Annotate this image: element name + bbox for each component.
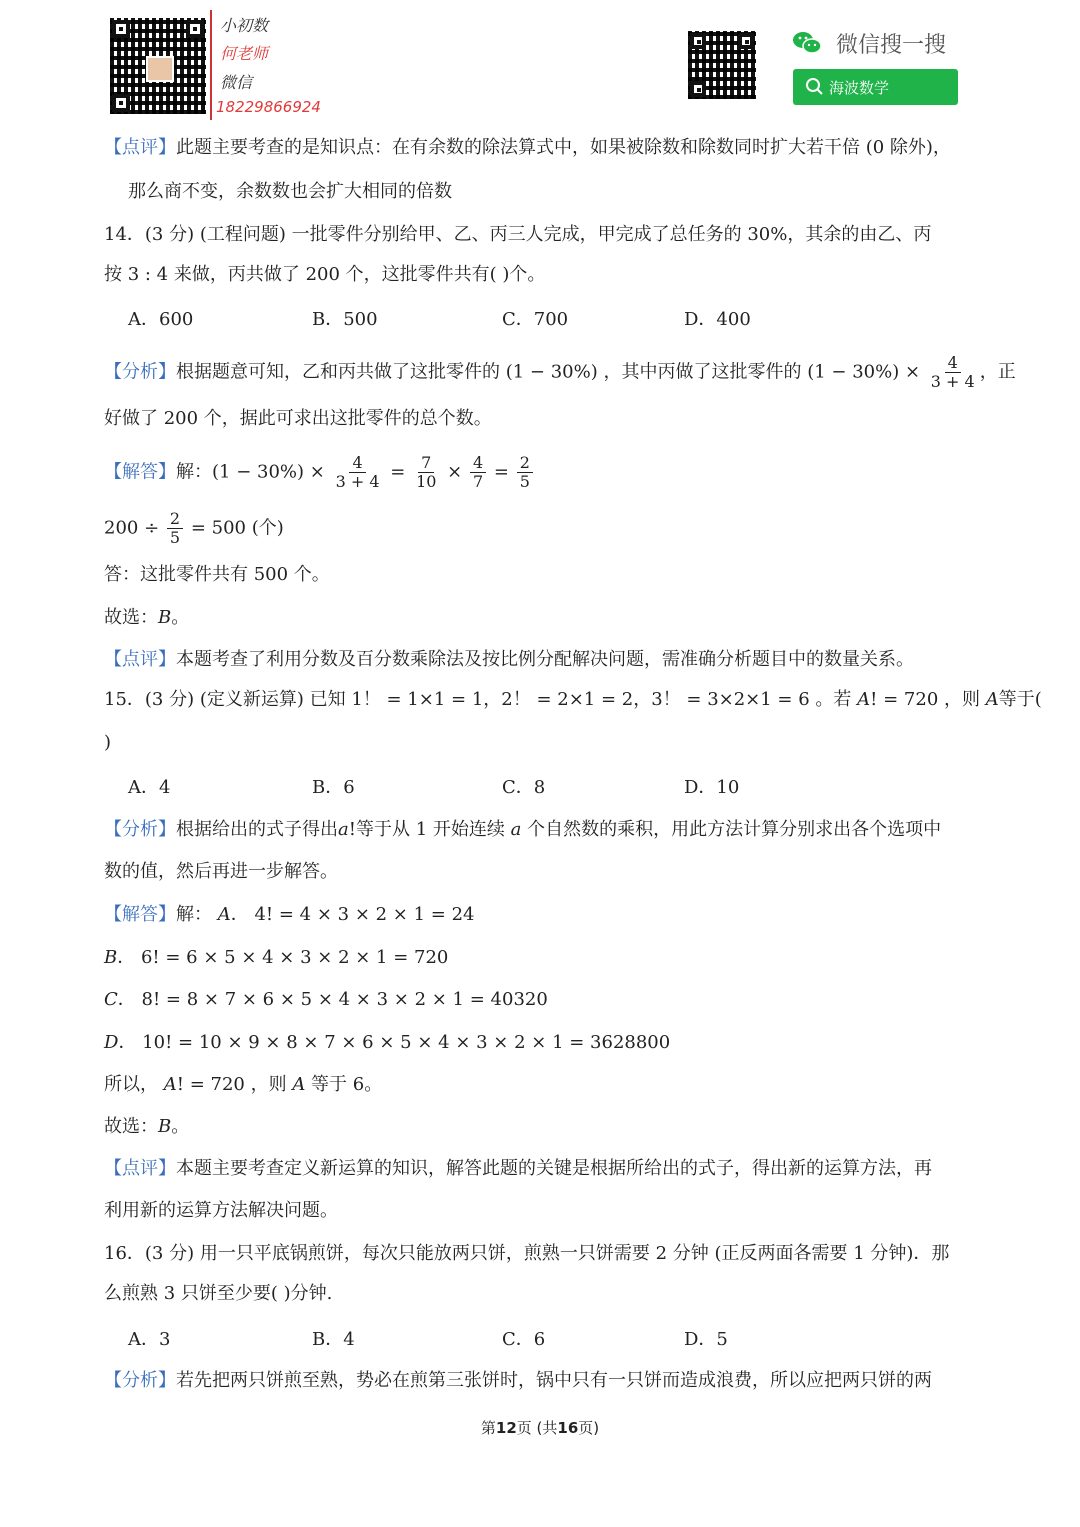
search-button-label: 海波数学 <box>829 79 890 97</box>
q15-calc-c: C． 8! = 8 × 7 × 6 × 5 × 4 × 3 × 2 × 1 = 40320 <box>104 989 548 1010</box>
search-icon <box>805 77 823 101</box>
q15-analysis: 【分析】根据给出的式子得出a!等于从 1 开始连续 a 个自然数的乘积，用此方法计算分别求出各个选项中 <box>104 819 942 840</box>
note-line: 何老师 <box>220 44 269 63</box>
q15-option-a[interactable]: A．4 <box>128 777 171 798</box>
q15-calc-d: D． 10! = 10 × 9 × 8 × 7 × 6 × 5 × 4 × 3 × 2 × 1 = 3628800 <box>104 1032 671 1053</box>
q14-analysis-cont: 好做了 200 个，据此可求出这批零件的总个数。 <box>104 408 492 429</box>
fraction: $\frac{2}{5}$ <box>167 510 183 547</box>
q16-analysis: 【分析】若先把两只饼煎至熟，势必在煎第三张饼时，锅中只有一只饼而造成浪费，所以应把两只饼的两 <box>104 1370 932 1391</box>
q16-option-d[interactable]: D．5 <box>684 1329 728 1350</box>
q14-option-d[interactable]: D．400 <box>684 309 751 330</box>
phone-number: 18229866924 <box>216 98 321 116</box>
q15-analysis-cont: 数的值，然后再进一步解答。 <box>104 861 338 882</box>
analysis-tag: 【分析】 <box>104 1370 176 1391</box>
q14-option-c[interactable]: C．700 <box>502 309 569 330</box>
note-line: 小初数 <box>220 16 269 35</box>
fraction: $\frac{2}{5}$ <box>517 454 533 491</box>
wechat-icon <box>792 30 820 54</box>
q15-comment-cont: 利用新的运算方法解决问题。 <box>104 1200 338 1221</box>
fraction: $\frac{4}{3 + 4}$ <box>930 353 975 391</box>
q16-stem-cont: 么煎熟 3 只饼至少要( )分钟. <box>104 1283 333 1304</box>
contact-notes <box>210 10 352 120</box>
fraction: $\frac{7}{10}$ <box>416 453 437 491</box>
q15-option-b[interactable]: B．6 <box>312 777 355 798</box>
page-total: 16 <box>557 1419 579 1437</box>
wechat-search-title: 微信搜一搜 <box>836 33 947 58</box>
comment-tag: 【点评】 <box>104 649 176 670</box>
note-line: 微信 <box>220 73 253 92</box>
q15-comment: 【点评】本题主要考查定义新运算的知识，解答此题的关键是根据所给出的式子，得出新的运算方法，再 <box>104 1158 932 1179</box>
q16-option-c[interactable]: C．6 <box>502 1329 546 1350</box>
comment-tag: 【点评】 <box>104 137 176 158</box>
q15-answer: 【解答】解： A． 4! = 4 × 3 × 2 × 1 = 24 <box>104 904 475 925</box>
q14-stem-cont: 按 3 : 4 来做，丙共做了 200 个，这批零件共有( )个。 <box>104 264 546 285</box>
comment-text: 此题主要考查的是知识点：在有余数的除法算式中，如果被除数和除数同时扩大若干倍 (0 除外)， <box>176 137 951 158</box>
q14-analysis: 【分析】根据题意可知，乙和丙共做了这批零件的 (1 − 30%) ，其中丙做了这批零件的 (1 − 30%) × $\frac{4}{3 + 4}$ ，正 <box>104 353 1016 391</box>
qr-code-left <box>110 18 206 114</box>
q16-option-a[interactable]: A．3 <box>128 1329 171 1350</box>
q15-choose: 故选：B。 <box>104 1116 190 1137</box>
q16-option-b[interactable]: B．4 <box>312 1329 355 1350</box>
q13-comment-cont: 那么商不变，余数数也会扩大相同的倍数 <box>128 181 452 202</box>
avatar-icon <box>146 56 174 82</box>
q14-comment: 【点评】本题考查了利用分数及百分数乘除法及按比例分配解决问题，需准确分析题目中的数量关系。 <box>104 649 914 670</box>
fraction: $\frac{4}{3 + 4}$ <box>335 453 380 491</box>
qr-code-right <box>688 31 756 99</box>
analysis-tag: 【分析】 <box>104 819 176 840</box>
q14-choose: 故选：B。 <box>104 607 190 628</box>
q13-comment <box>104 136 951 160</box>
q14-option-a[interactable]: A．600 <box>128 309 194 330</box>
q15-calc-b: B． 6! = 6 × 5 × 4 × 3 × 2 × 1 = 720 <box>104 947 449 968</box>
q15-option-d[interactable]: D．10 <box>684 777 740 798</box>
q14-option-b[interactable]: B．500 <box>312 309 378 330</box>
answer-tag: 【解答】 <box>104 461 176 483</box>
analysis-tag: 【分析】 <box>104 361 176 383</box>
search-haibo-button[interactable] <box>793 69 958 105</box>
q14-conclusion: 答：这批零件共有 500 个。 <box>104 564 330 585</box>
page-number: 12 <box>495 1419 517 1437</box>
q16-stem: 16．(3 分) 用一只平底锅煎饼，每次只能放两只饼，煎熟一只饼需要 2 分钟 (正反两面各需要 1 分钟)．那 <box>104 1243 950 1264</box>
q14-equation-2: 200 ÷ $\frac{2}{5}$ = 500 (个) <box>104 509 284 547</box>
fraction: $\frac{4}{7}$ <box>470 454 486 491</box>
q14-answer: 【解答】解：(1 − 30%) × $\frac{4}{3 + 4}$ = $\frac{7}{10}$ × $\frac{4}{7}$ = $\frac{2}{5}$ <box>104 454 535 491</box>
q15-option-c[interactable]: C．8 <box>502 777 546 798</box>
q15-stem-cont: ) <box>104 732 112 753</box>
analysis-text: 根据题意可知，乙和丙共做了这批零件的 (1 − 30%) ，其中丙做了这批零件的 (1 − 30%) × <box>176 361 921 383</box>
q14-stem: 14．(3 分) (工程问题) 一批零件分别给甲、乙、丙三人完成，甲完成了总任务的 30%，其余的由乙、丙 <box>104 224 932 245</box>
answer-tag: 【解答】 <box>104 904 176 925</box>
q15-so: 所以， A! = 720 ，则 A 等于 6。 <box>104 1074 383 1095</box>
page-footer: 第12页 (共16页) <box>480 1419 600 1437</box>
q15-stem: 15．(3 分) (定义新运算) 已知 1！ = 1×1 = 1，2！ = 2×1 = 2，3！ = 3×2×1 = 6 。若 A! = 720 ，则 A等于( <box>104 689 1042 710</box>
comment-tag: 【点评】 <box>104 1158 176 1179</box>
